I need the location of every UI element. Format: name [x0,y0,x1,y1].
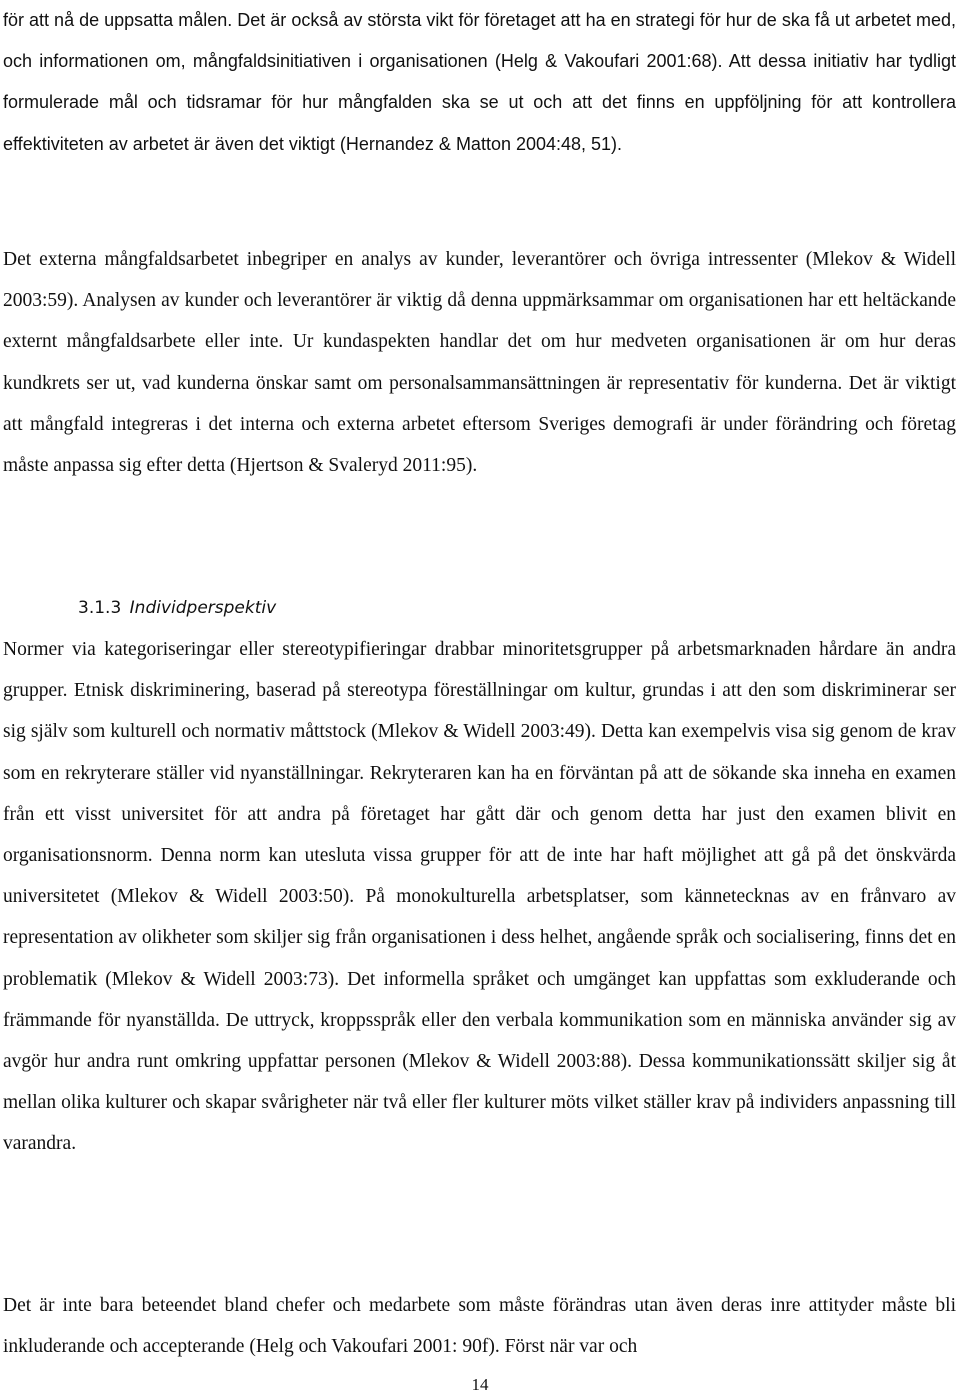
text-line: helhet, angående språk och socialisering, finns det en problematik (Mlekov & Widell 2003:73). Det [3,927,956,990]
text-line: kännetecknas av en frånvaro av representation av olikheter som skiljer sig från organisationen i dess [3,886,956,949]
text-line: informella språket och umgänget kan uppfattas som exkluderande och främmande för nyanställda. [3,968,957,1031]
text-line: en organisationsnorm. Denna norm kan utesluta vissa grupper för att de inte har haft möjlighet att [3,803,956,867]
text-line: mångfalden ska se ut och att det finns en uppföljning för att kontrollera effektiviteten av arbetet är [3,92,956,154]
text-line: visst universitet för att andra på företaget har gått där och genom detta har just den examen blivit [75,803,928,825]
paragraph-attitudes [3,1285,956,1367]
section-title: Individperspektiv [129,598,277,618]
text-line: att mångfald integreras i det interna och externa arbetet eftersom Sveriges demografi är under [3,413,768,435]
paragraph-external-diversity [3,239,956,486]
text-line: hårdare än andra grupper. Etnisk diskriminering, baserad på stereotypa föreställningar om kultur, [3,639,957,702]
text-line: ska få ut arbetet med, och informationen om, mångfaldsinitiativen i organisationen (Helg & [3,10,956,72]
text-line: skiljer sig åt mellan olika kulturer och skapar svårigheter när två eller fler kulturer möts vilket [3,1051,956,1114]
text-line: Vakoufari 2001:68). Att dessa initiativ har tydligt formulerade mål och tidsramar för hur [3,51,956,113]
text-line: (Mlekov & Widell 2003:59). Analysen av kunder och leverantörer är viktig då denna [3,249,956,312]
paragraph-individual-perspective [3,629,956,1165]
text-line: kundaspekten handlar det om hur medveten organisationen är om hur deras kundkrets ser ut, vad [3,331,957,394]
text-line: De uttryck, kroppsspråk eller den verbala kommunikation som en människa använder sig av avgör [3,1009,956,1073]
text-line: attityder måste bli inkluderande och accepterande (Helg och Vakoufari 2001: 90f). Först när var och [3,1295,957,1358]
page-number: 14 [471,1375,489,1394]
text-line: Det externa mångfaldsarbetet inbegriper en analys av kunder, leverantörer och övriga intressenter [3,249,798,270]
text-line: grundas i att den som diskriminerar ser sig själv som kulturell och normativ måttstock (Mlekov & [3,680,956,743]
text-line: Normer via kategoriseringar eller stereotypifieringar drabbar minoritetsgrupper på arbetsmarknaden [3,639,811,660]
text-line: förändring och företag måste anpassa sig efter detta (Hjertson & Svaleryd 2011:95). [3,413,956,477]
text-line: för att nå de uppsatta målen. Det är också av största vikt för företaget att ha en strategi för hur de [3,10,777,30]
text-line: Det är inte bara beteendet bland chefer och medarbete som måste förändras utan även deras inre [3,1295,801,1316]
text-line: ställer krav på individers anpassning till varandra. [3,1092,957,1155]
text-line: uppmärksammar om organisationen har ett heltäckande externt mångfaldsarbete eller inte. Ur [3,290,957,353]
text-line: nyanställningar. Rekryteraren kan ha en förväntan på att de sökande ska inneha en examen från ett [3,762,957,825]
text-line: gå på det önskvärda universitetet (Mlekov & Widell 2003:50). På monokulturella arbetsplatser, som [3,845,956,908]
section-heading [78,593,276,623]
text-line: även det viktigt (Hernandez & Matton 2004:48, 51). [214,133,623,154]
text-line: Widell 2003:49). Detta kan exempelvis visa sig genom de krav som en rekryterare ställer vid [3,721,956,784]
text-line: kunderna önskar samt om personalsammansättningen är representativ för kunderna. Det är viktigt [176,372,956,394]
section-number: 3.1.3 [78,598,122,618]
paragraph-diversity-strategy [3,0,956,165]
text-line: hur andra runt omkring uppfattar personen (Mlekov & Widell 2003:88). Dessa kommunikationssätt [54,1051,851,1073]
